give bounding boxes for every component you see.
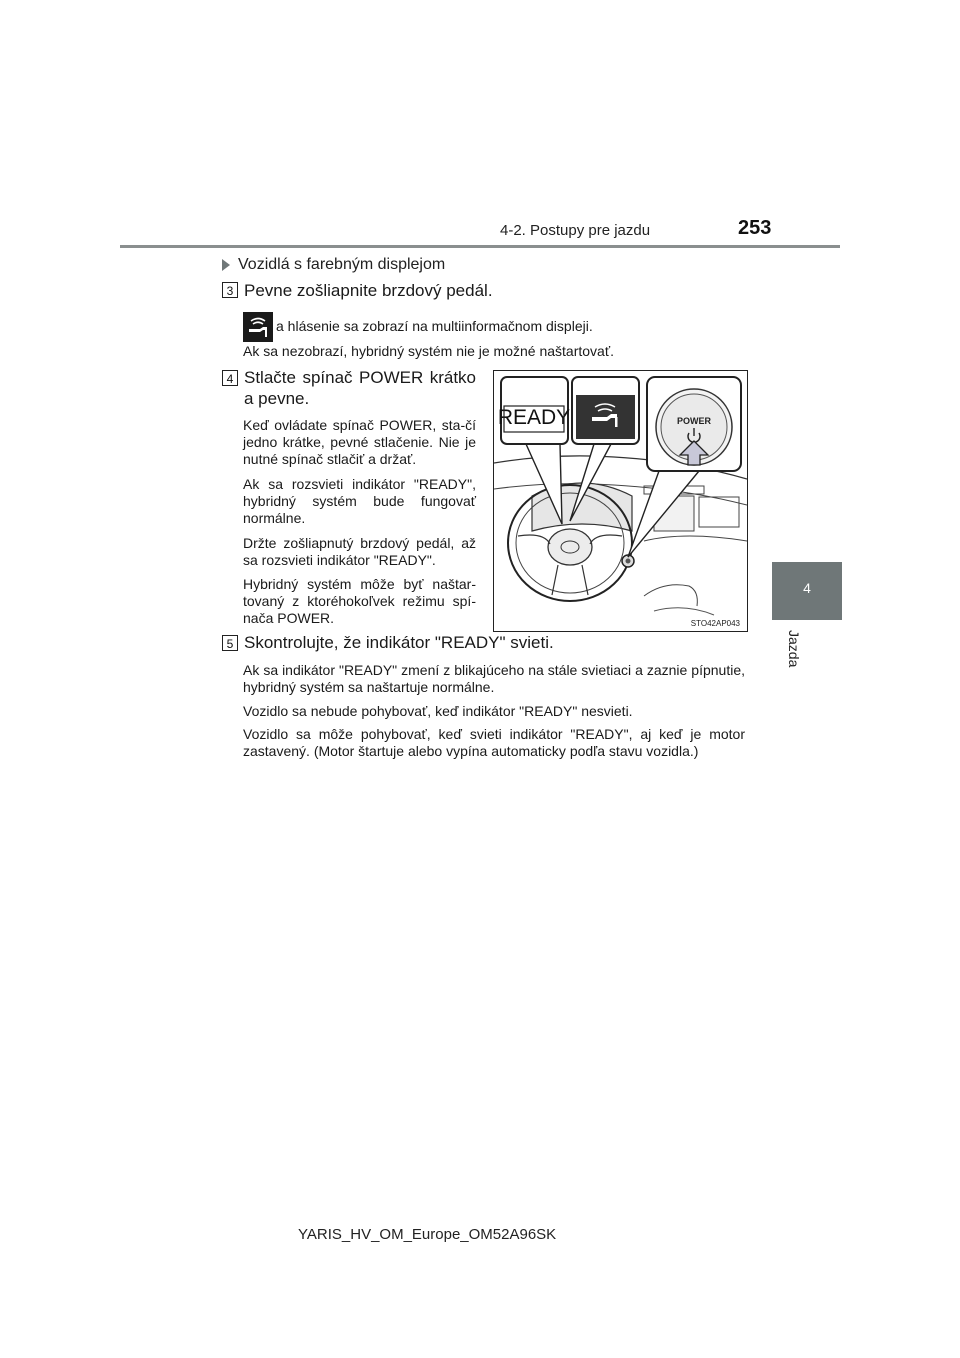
step-paragraph: Hybridný systém môže byť naštar-tovaný z ktoréhokoľvek režimu spí-nača POWER.	[243, 576, 476, 626]
step-paragraph: Ak sa rozsvieti indikátor "READY", hybridný systém bude fungovať normálne.	[243, 476, 476, 526]
step-title: Pevne zošliapnite brzdový pedál.	[244, 281, 493, 300]
step-paragraph: Ak sa nezobrazí, hybridný systém nie je možné naštartovať.	[243, 343, 614, 359]
step-title-line2: a pevne.	[244, 389, 310, 408]
chapter-number: 4	[803, 580, 811, 596]
figure-code: STO42AP043	[690, 619, 740, 628]
step-number-box: 3	[222, 282, 238, 298]
step-paragraph: Držte zošliapnutý brzdový pedál, až sa rozsvieti indikátor "READY".	[243, 535, 476, 568]
brake-pedal-indicator-icon	[243, 312, 273, 342]
document-footer: YARIS_HV_OM_Europe_OM52A96SK	[298, 1226, 557, 1243]
step-paragraph: a hlásenie sa zobrazí na multiinformačnom displeji.	[276, 318, 593, 334]
header-section-title: 4-2. Postupy pre jazdu	[500, 222, 651, 239]
subheading-text: Vozidlá s farebným displejom	[238, 256, 446, 273]
chapter-name	[784, 630, 824, 690]
ready-indicator-label: READY	[497, 406, 571, 429]
step-number-box: 4	[222, 370, 238, 386]
step-title: Skontrolujte, že indikátor "READY" svieti.	[244, 633, 554, 652]
chapter-name-text: Jazda	[786, 630, 802, 668]
step-paragraph: Keď ovládate spínač POWER, sta-čí jedno krátke, pevné stlačenie. Nie je nutné spínač stlačiť a držať.	[243, 417, 476, 467]
step-number-box: 5	[222, 635, 238, 651]
triangle-bullet-icon	[222, 259, 230, 271]
step-title-line1: Stlačte spínač POWER krátko	[244, 368, 476, 387]
power-switch-figure	[493, 370, 748, 632]
subheading	[222, 256, 445, 274]
step-paragraph: Ak sa indikátor "READY" zmení z blikajúceho na stále svietiaci a zaznie pípnutie, hybridný systém sa naštartuje normálne.	[243, 662, 745, 695]
step-paragraph: Vozidlo sa môže pohybovať, keď svieti indikátor "READY", aj keď je motor zastavený. (Motor štartuje alebo vypína automaticky podľa stavu vozidla.)	[243, 726, 745, 759]
power-switch-label: POWER	[676, 416, 712, 426]
page-number: 253	[738, 217, 772, 239]
header-rule	[120, 245, 840, 248]
chapter-tab	[772, 562, 842, 620]
step-paragraph: Vozidlo sa nebude pohybovať, keď indikátor "READY" nesvieti.	[243, 703, 633, 719]
dashboard-illustration	[494, 371, 747, 631]
